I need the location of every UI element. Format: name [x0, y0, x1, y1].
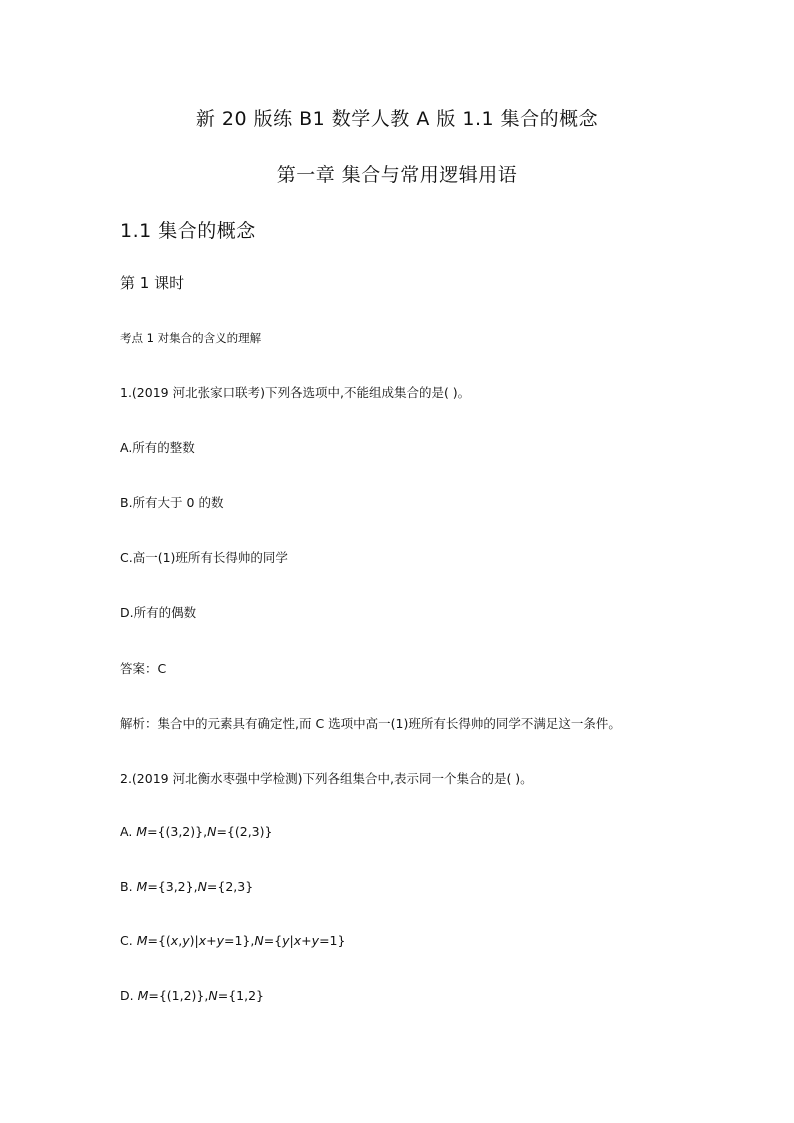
- option-prefix: A.: [120, 824, 137, 839]
- q2-stem: 2.(2019 河北衡水枣强中学检测)下列各组集合中,表示同一个集合的是( )。: [120, 771, 533, 786]
- option-prefix: D.: [120, 988, 138, 1003]
- q1-option-d: D.所有的偶数: [120, 605, 197, 620]
- q1-option-c: C.高一(1)班所有长得帅的同学: [120, 550, 288, 565]
- lesson-heading: 第 1 课时: [120, 274, 185, 292]
- q1-option-b: B.所有大于 0 的数: [120, 495, 224, 510]
- var-y: y: [216, 933, 224, 948]
- set-m: M: [136, 933, 148, 948]
- set-m: M: [136, 824, 148, 839]
- chapter-title: 第一章 集合与常用逻辑用语: [276, 164, 518, 186]
- set-m: M: [136, 879, 148, 894]
- document-title: 新 20 版练 B1 数学人教 A 版 1.1 集合的概念: [195, 108, 599, 130]
- set-m-value: ={(1,2)},: [148, 988, 209, 1003]
- var-x: x: [170, 933, 179, 948]
- q2-option-a: [120, 824, 272, 839]
- option-prefix: B.: [120, 879, 137, 894]
- set-m: M: [137, 988, 149, 1003]
- knowledge-point: 考点 1 对集合的含义的理解: [120, 331, 262, 345]
- q1-answer: 答案：C: [120, 661, 167, 676]
- math-text: ={(: [147, 933, 171, 948]
- math-text: +: [206, 933, 217, 948]
- set-m-value: ={(3,2)},: [147, 824, 208, 839]
- var-y: y: [311, 933, 320, 948]
- math-text: )|: [189, 933, 199, 948]
- math-text: ={: [263, 933, 283, 948]
- set-n: N: [207, 824, 217, 839]
- set-n: N: [197, 879, 207, 894]
- math-text: =1},: [223, 933, 255, 948]
- var-x: x: [198, 933, 207, 948]
- option-prefix: C.: [120, 933, 137, 948]
- set-n-value: ={(2,3)}: [216, 824, 273, 839]
- set-m-value: ={3,2},: [147, 879, 198, 894]
- q1-option-a: A.所有的整数: [120, 440, 195, 455]
- set-n-value: ={1,2}: [217, 988, 264, 1003]
- math-text: ,: [178, 933, 183, 948]
- section-title: 1.1 集合的概念: [120, 220, 256, 242]
- set-n-value: ={2,3}: [206, 879, 254, 894]
- set-n: N: [254, 933, 264, 948]
- math-text: =1}: [319, 933, 346, 948]
- q2-option-d: [120, 988, 264, 1003]
- var-x: x: [293, 933, 302, 948]
- math-text: +: [301, 933, 312, 948]
- math-text: |: [289, 933, 294, 948]
- q1-stem: 1.(2019 河北张家口联考)下列各选项中,不能组成集合的是( )。: [120, 385, 471, 400]
- var-y: y: [282, 933, 290, 948]
- q2-option-c: [120, 933, 345, 948]
- set-n: N: [208, 988, 218, 1003]
- q1-analysis: 解析：集合中的元素具有确定性,而 C 选项中高一(1)班所有长得帅的同学不满足这一条件。: [120, 716, 621, 731]
- var-y: y: [182, 933, 190, 948]
- q2-option-b: [120, 879, 253, 894]
